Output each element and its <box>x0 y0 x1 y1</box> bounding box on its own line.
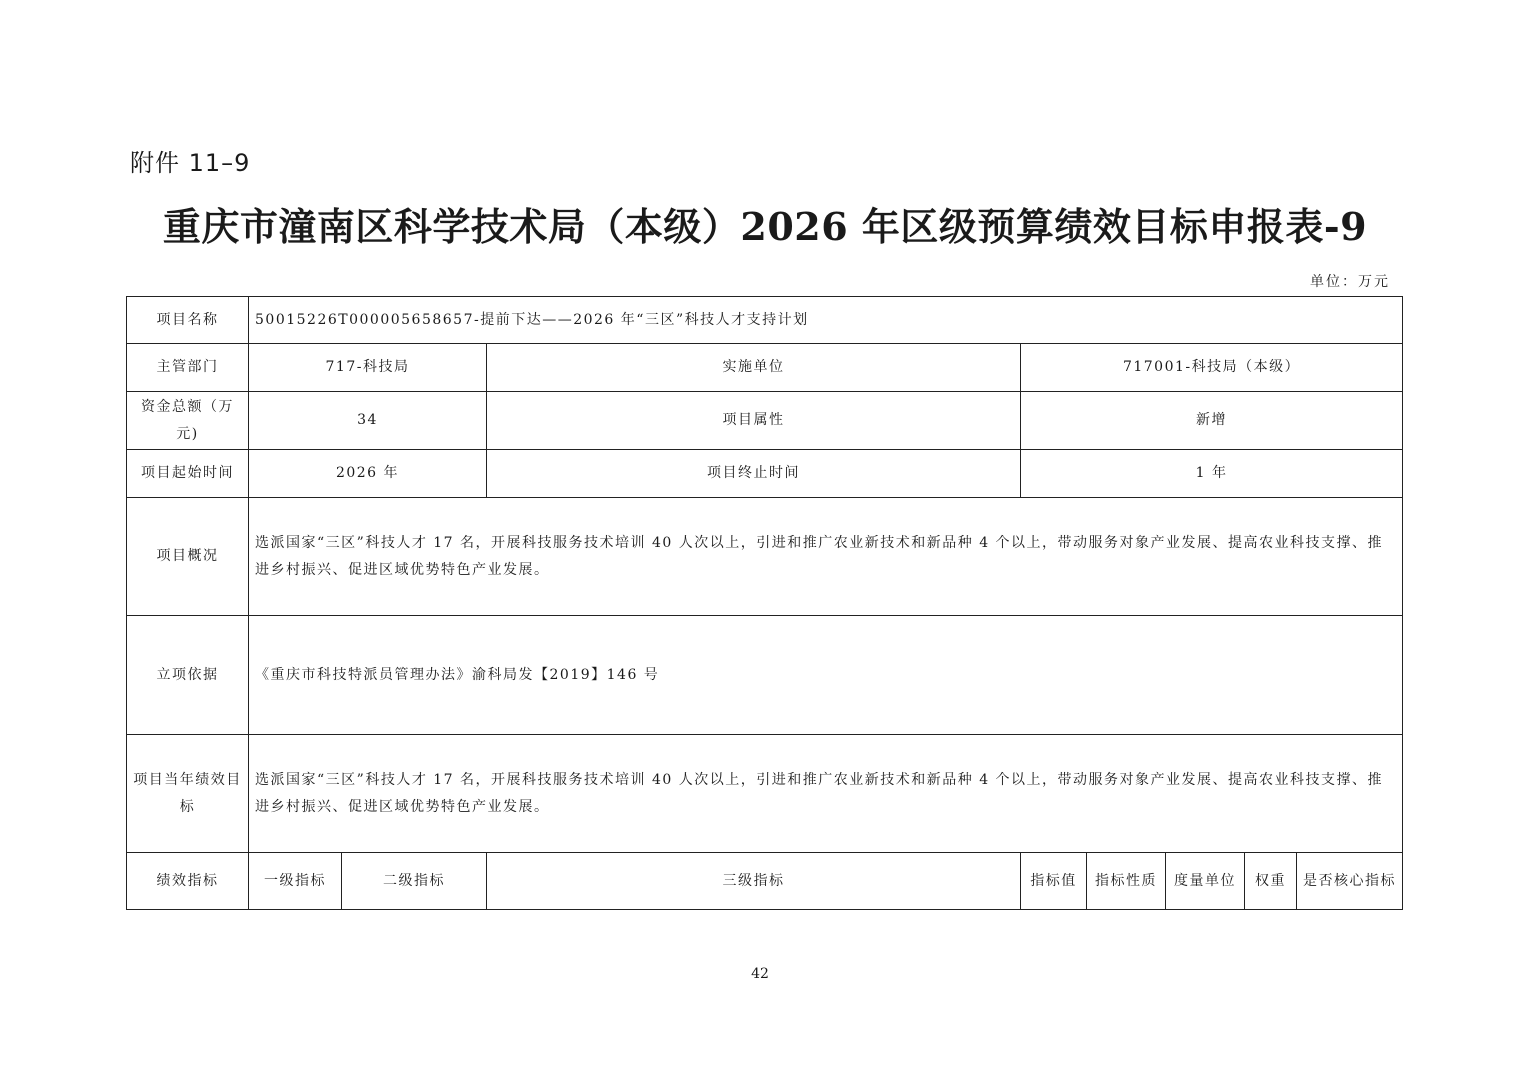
row-project-name <box>127 297 1403 344</box>
row-basis <box>127 616 1403 735</box>
implementing-unit-label: 实施单位 <box>487 344 1021 392</box>
project-attribute-value: 新增 <box>1021 392 1403 450</box>
indicators-label: 绩效指标 <box>127 853 249 910</box>
budget-performance-table <box>126 296 1403 910</box>
funding-label: 资金总额（万元) <box>127 392 249 450</box>
row-department <box>127 344 1403 392</box>
implementing-unit-value: 717001-科技局（本级） <box>1021 344 1403 392</box>
overview-label: 项目概况 <box>127 498 249 616</box>
header-weight: 权重 <box>1245 853 1297 910</box>
attachment-label: 附件 11–9 <box>130 149 251 177</box>
row-time <box>127 450 1403 498</box>
header-level2: 二级指标 <box>342 853 487 910</box>
goal-value: 选派国家“三区”科技人才 17 名，开展科技服务技术培训 40 人次以上，引进和推广农业新技术和新品种 4 个以上，带动服务对象产业发展、提高农业科技支撑、推进乡村振兴、促进区域优势特色产业发展。 <box>249 735 1403 853</box>
department-value: 717-科技局 <box>249 344 487 392</box>
page-number: 42 <box>751 966 769 982</box>
start-time-label: 项目起始时间 <box>127 450 249 498</box>
overview-value: 选派国家“三区”科技人才 17 名，开展科技服务技术培训 40 人次以上，引进和推广农业新技术和新品种 4 个以上，带动服务对象产业发展、提高农业科技支撑、推进乡村振兴、促进区域优势特色产业发展。 <box>249 498 1403 616</box>
document-title: 重庆市潼南区科学技术局（本级）2026 年区级预算绩效目标申报表-9 <box>162 204 1368 249</box>
end-time-value: 1 年 <box>1021 450 1403 498</box>
header-measure-unit: 度量单位 <box>1166 853 1245 910</box>
row-indicators-header <box>127 853 1403 910</box>
end-time-label: 项目终止时间 <box>487 450 1021 498</box>
basis-label: 立项依据 <box>127 616 249 735</box>
header-indicator-nature: 指标性质 <box>1087 853 1166 910</box>
row-overview <box>127 498 1403 616</box>
row-goal <box>127 735 1403 853</box>
start-time-value: 2026 年 <box>249 450 487 498</box>
row-funding <box>127 392 1403 450</box>
basis-value: 《重庆市科技特派员管理办法》渝科局发【2019】146 号 <box>249 616 1403 735</box>
header-level1: 一级指标 <box>249 853 342 910</box>
header-level3: 三级指标 <box>487 853 1021 910</box>
goal-label: 项目当年绩效目标 <box>127 735 249 853</box>
project-attribute-label: 项目属性 <box>487 392 1021 450</box>
unit-label: 单位：万元 <box>1310 274 1390 290</box>
header-indicator-value: 指标值 <box>1021 853 1087 910</box>
project-name-value: 50015226T000005658657-提前下达——2026 年“三区”科技人才支持计划 <box>249 297 1403 344</box>
department-label: 主管部门 <box>127 344 249 392</box>
funding-value: 34 <box>249 392 487 450</box>
header-is-core: 是否核心指标 <box>1297 853 1403 910</box>
project-name-label: 项目名称 <box>127 297 249 344</box>
